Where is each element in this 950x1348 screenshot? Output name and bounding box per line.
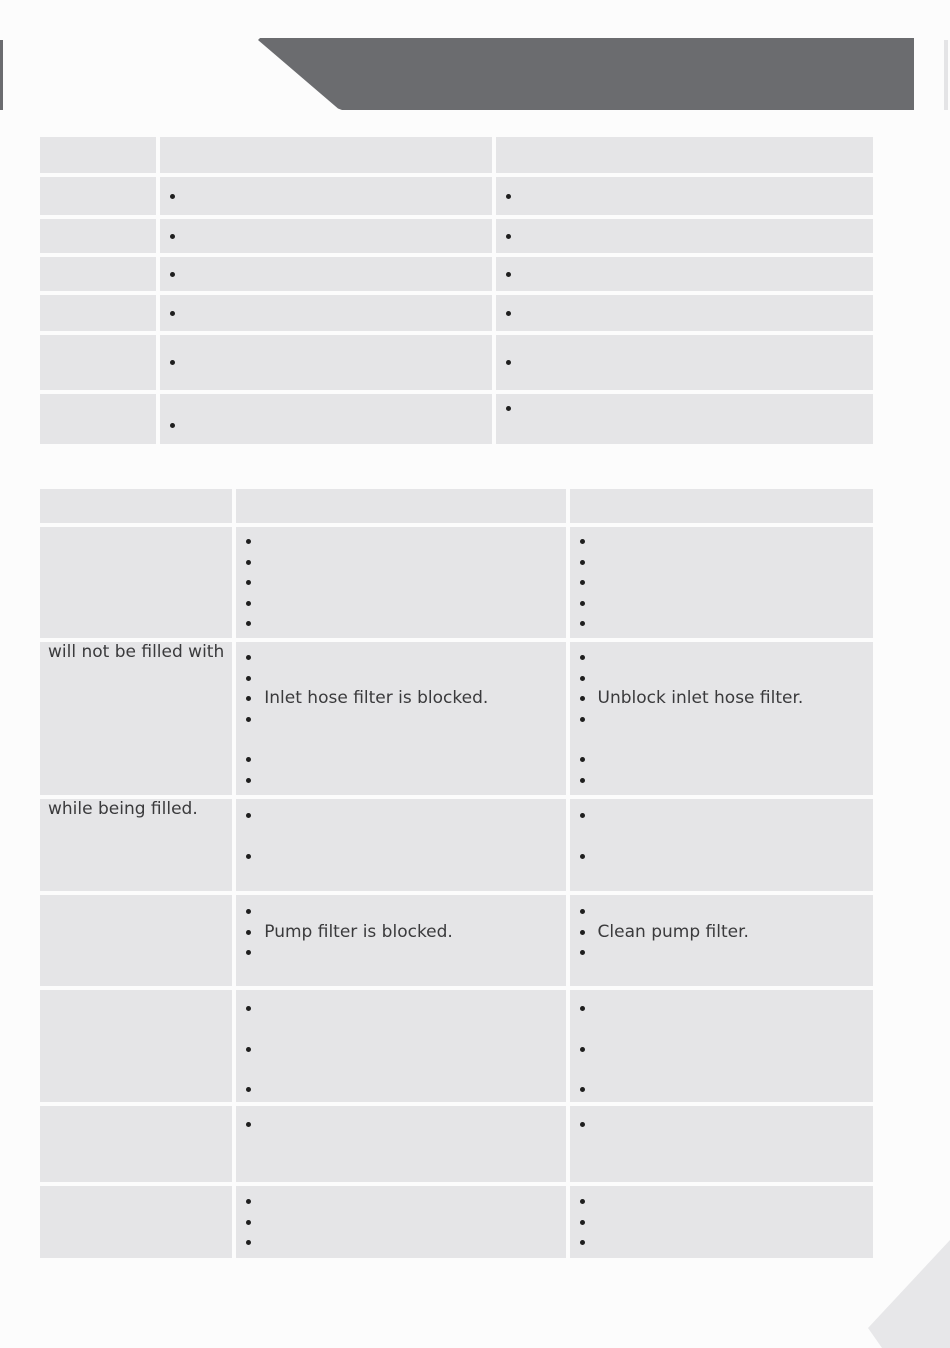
bullet-item: [244, 668, 565, 689]
bullet-item: [244, 942, 565, 963]
bullet-item: [504, 303, 873, 324]
problem-cell: [40, 1106, 232, 1182]
cause-cell: [236, 990, 565, 1102]
bullet-item-unblock-filter: Unblock inlet hose filter.: [578, 688, 873, 709]
bullet-item: [578, 805, 873, 826]
bullet-item: [504, 226, 873, 247]
solution-cell: [496, 394, 873, 444]
problem-cell: [40, 335, 156, 390]
bullet-item: [578, 901, 873, 922]
table-header-row: [40, 137, 873, 173]
header-cell: [40, 489, 232, 523]
problem-cell: [40, 394, 156, 444]
bullet-item: [244, 805, 565, 826]
bullet-item: [578, 613, 873, 634]
solution-cell: [570, 1106, 873, 1182]
header-cell: [160, 137, 492, 173]
problem-cell: [40, 219, 156, 253]
bullet-item: [244, 552, 565, 573]
table-row: [40, 895, 873, 986]
problem-cell: [40, 177, 156, 215]
bullet-item: [578, 942, 873, 963]
table-row: [40, 642, 873, 795]
problem-cell: [40, 527, 232, 638]
bullet-item: [244, 647, 565, 668]
solution-cell: [496, 219, 873, 253]
cause-cell: [236, 1106, 565, 1182]
right-page-edge-mark: [944, 40, 948, 110]
problem-cell: [40, 257, 156, 291]
bullet-item: [168, 264, 492, 285]
bullet-item: [578, 1039, 873, 1060]
bullet-item: [504, 398, 873, 419]
bullet-item: [578, 552, 873, 573]
problem-cell: [40, 895, 232, 986]
problem-cell: will not be filled with: [40, 642, 232, 795]
bullet-item: [578, 1212, 873, 1233]
bullet-item: [578, 1191, 873, 1212]
bullet-item: [244, 531, 565, 552]
cause-cell: [236, 799, 565, 891]
bullet-item: [244, 1212, 565, 1233]
bullet-item: [244, 770, 565, 791]
bullet-item-pump-filter: Pump filter is blocked.: [244, 922, 565, 943]
table-header-row: [40, 489, 873, 523]
bullet-item: [578, 709, 873, 730]
bullet-item: [578, 647, 873, 668]
cause-cell: [160, 257, 492, 291]
solution-cell: [570, 799, 873, 891]
table-row: [40, 1186, 873, 1258]
cause-cell: [236, 895, 565, 986]
cause-cell: [160, 219, 492, 253]
solution-cell: [570, 642, 873, 795]
bullet-item: [168, 352, 492, 373]
header-band: [258, 38, 914, 110]
bullet-item: [578, 1232, 873, 1253]
cause-cell: [236, 1186, 565, 1258]
table-row: [40, 527, 873, 638]
solution-cell: [570, 990, 873, 1102]
header-cell: [40, 137, 156, 173]
bullet-item: [578, 668, 873, 689]
problem-cell: while being filled.: [40, 799, 232, 891]
bullet-item: [244, 901, 565, 922]
bullet-item: [244, 1232, 565, 1253]
problem-cell: [40, 990, 232, 1102]
bullet-item: [244, 998, 565, 1019]
left-page-edge-mark: [0, 40, 3, 110]
solution-cell: [496, 295, 873, 331]
bullet-item: [168, 415, 492, 436]
table-row: [40, 219, 873, 253]
bullet-item: [578, 749, 873, 770]
bullet-item: [244, 749, 565, 770]
bullet-item: [578, 1114, 873, 1135]
problem-cell: [40, 295, 156, 331]
bullet-item: [504, 352, 873, 373]
page-corner-tab: [868, 1240, 950, 1348]
solution-cell: [570, 527, 873, 638]
cause-cell: [160, 335, 492, 390]
table-row: [40, 799, 873, 891]
bullet-item: [578, 770, 873, 791]
solution-cell: [496, 177, 873, 215]
solution-cell: [570, 1186, 873, 1258]
bullet-item: [168, 303, 492, 324]
bullet-item: [578, 531, 873, 552]
table-row: [40, 335, 873, 390]
bullet-item: [244, 709, 565, 730]
bullet-item: [244, 593, 565, 614]
bullet-item: [168, 226, 492, 247]
bullet-item: [168, 186, 492, 207]
bullet-item: [244, 1039, 565, 1060]
bullet-item: [578, 1079, 873, 1100]
troubleshooting-table-1: [36, 133, 877, 448]
bullet-item: [244, 1079, 565, 1100]
bullet-item: [244, 1191, 565, 1212]
table-row: [40, 295, 873, 331]
table-row: [40, 394, 873, 444]
solution-cell: [570, 895, 873, 986]
bullet-item-clean-pump-filter: Clean pump filter.: [578, 922, 873, 943]
bullet-item: [244, 613, 565, 634]
cause-cell: [160, 177, 492, 215]
bullet-item-inlet-hose-filter: Inlet hose filter is blocked.: [244, 688, 565, 709]
bullet-item: [504, 186, 873, 207]
table-row: [40, 990, 873, 1102]
header-cell: [570, 489, 873, 523]
cause-cell: [236, 527, 565, 638]
header-cell: [236, 489, 565, 523]
solution-cell: [496, 335, 873, 390]
table-row: [40, 257, 873, 291]
bullet-item: [578, 846, 873, 867]
header-cell: [496, 137, 873, 173]
bullet-item: [244, 1114, 565, 1135]
bullet-item: [504, 264, 873, 285]
cause-cell: [160, 394, 492, 444]
problem-cell: [40, 1186, 232, 1258]
table-row: [40, 1106, 873, 1182]
table-row: [40, 177, 873, 215]
bullet-item: [244, 572, 565, 593]
cause-cell: [160, 295, 492, 331]
bullet-item: [578, 593, 873, 614]
solution-cell: [496, 257, 873, 291]
cause-cell: [236, 642, 565, 795]
bullet-item: [578, 998, 873, 1019]
troubleshooting-table-2: [36, 485, 877, 1262]
bullet-item: [578, 572, 873, 593]
bullet-item: [244, 846, 565, 867]
